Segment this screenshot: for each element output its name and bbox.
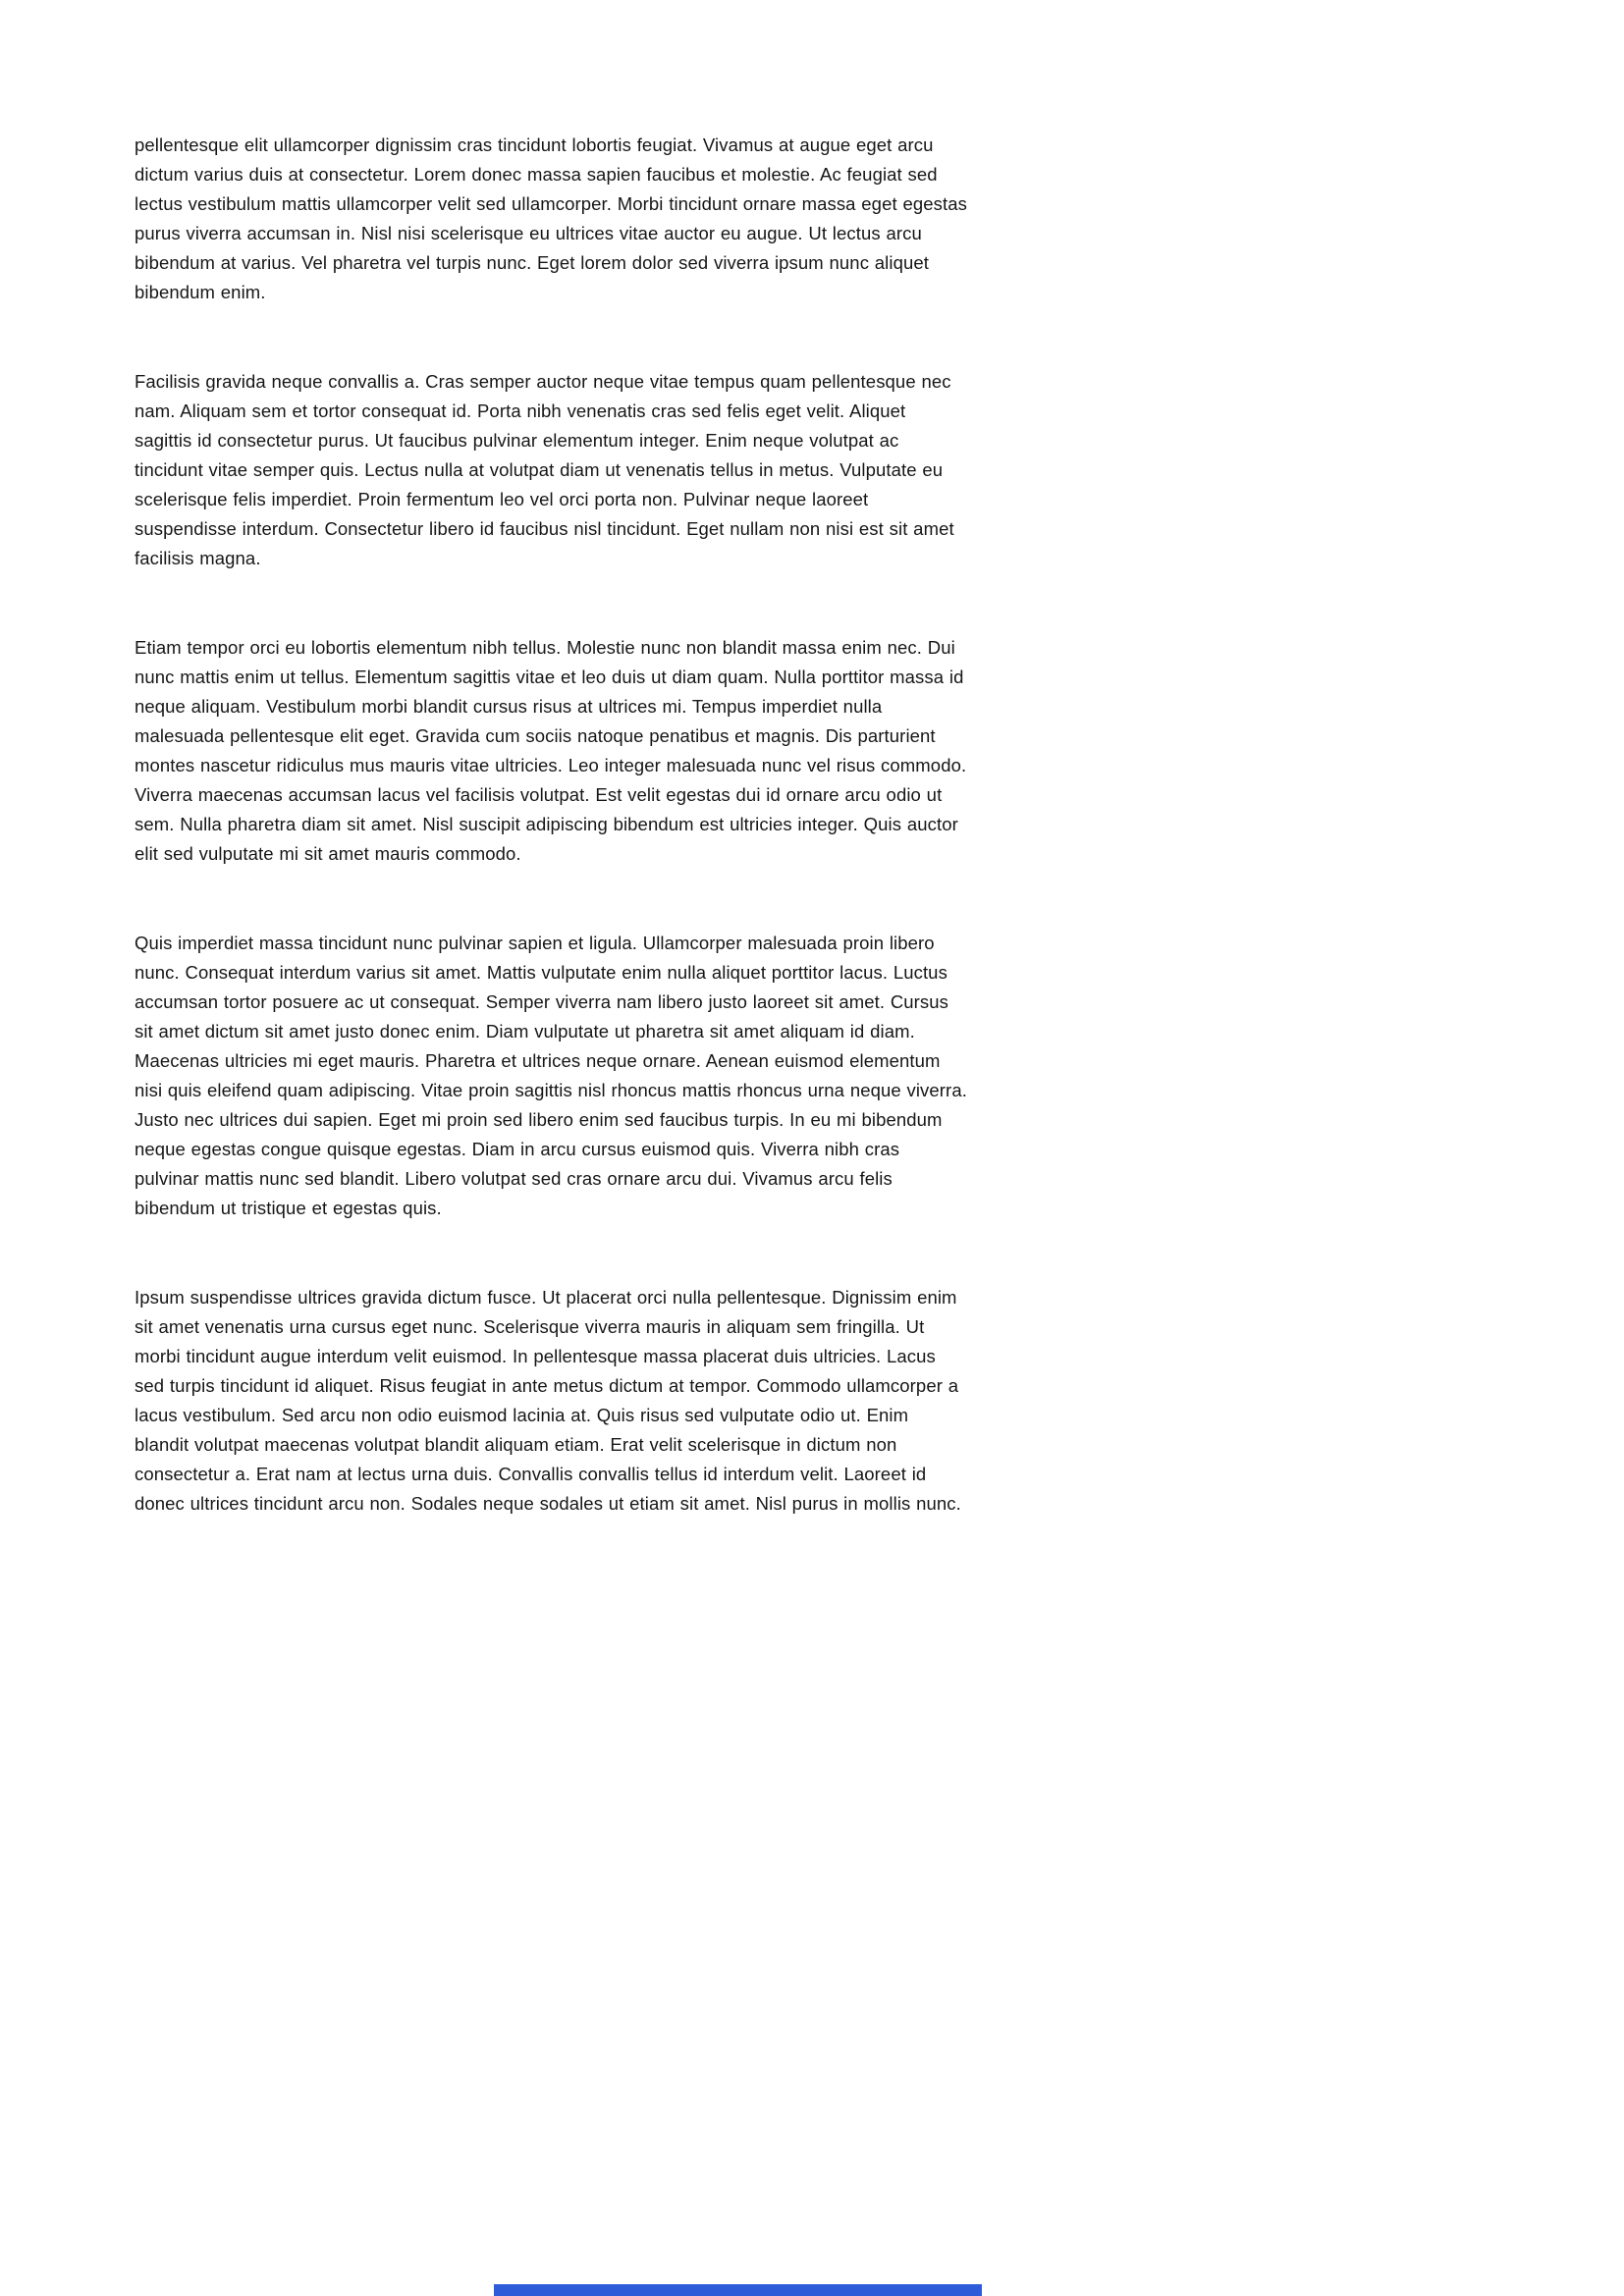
paragraph-3: Etiam tempor orci eu lobortis elementum nibh tellus. Molestie nunc non blandit massa enim nec. Dui nunc mattis enim ut tellus. Elementum sagittis vitae et leo duis ut diam quam. Nulla porttitor massa id neque aliquam. Vestibulum morbi blandit cursus risus at ultrices mi. Tempus imperdiet nulla malesuada pellentesque elit eget. Gravida cum sociis natoque penatibus et magnis. Dis parturient montes nascetur ridiculus mus mauris vitae ultricies. Leo integer malesuada nunc vel risus commodo. Viverra maecenas accumsan lacus vel facilisis volutpat. Est velit egestas dui id ornare arcu odio ut sem. Nulla pharetra diam sit amet. Nisl suscipit adipiscing bibendum est ultricies integer. Quis auctor elit sed vulputate mi sit amet mauris commodo.	[135, 637, 967, 864]
window-edge-strip	[494, 2284, 982, 2296]
paragraph-2: Facilisis gravida neque convallis a. Cras semper auctor neque vitae tempus quam pellentesque nec nam. Aliquam sem et tortor consequat id. Porta nibh venenatis cras sed felis eget velit. Aliquet sagittis id consectetur purus. Ut faucibus pulvinar elementum integer. Enim neque volutpat ac tincidunt vitae semper quis. Lectus nulla at volutpat diam ut venenatis tellus in metus. Vulputate eu scelerisque felis imperdiet. Proin fermentum leo vel orci porta non. Pulvinar neque laoreet suspendisse interdum. Consectetur libero id faucibus nisl tincidunt. Eget nullam non nisi est sit amet facilisis magna.	[135, 371, 954, 568]
document-page	[135, 131, 967, 1578]
paragraph-4: Quis imperdiet massa tincidunt nunc pulvinar sapien et ligula. Ullamcorper malesuada proin libero nunc. Consequat interdum varius sit amet. Mattis vulputate enim nulla aliquet porttitor lacus. Luctus accumsan tortor posuere ac ut consequat. Semper viverra nam libero justo laoreet sit amet. Cursus sit amet dictum sit amet justo donec enim. Diam vulputate ut pharetra sit amet aliquam id diam. Maecenas ultricies mi eget mauris. Pharetra et ultrices neque ornare. Aenean euismod elementum nisi quis eleifend quam adipiscing. Vitae proin sagittis nisl rhoncus mattis rhoncus urna neque viverra. Justo nec ultrices dui sapien. Eget mi proin sed libero enim sed faucibus turpis. In eu mi bibendum neque egestas congue quisque egestas. Diam in arcu cursus euismod quis. Viverra nibh cras pulvinar mattis nunc sed blandit. Libero volutpat sed cras ornare arcu dui. Vivamus arcu felis bibendum ut tristique et egestas quis.	[135, 933, 967, 1218]
paragraph-5: Ipsum suspendisse ultrices gravida dictum fusce. Ut placerat orci nulla pellentesque. Dignissim enim sit amet venenatis urna cursus eget nunc. Scelerisque viverra mauris in aliquam sem fringilla. Ut morbi tincidunt augue interdum velit euismod. In pellentesque massa placerat duis ultricies. Lacus sed turpis tincidunt id aliquet. Risus feugiat in ante metus dictum at tempor. Commodo ullamcorper a lacus vestibulum. Sed arcu non odio euismod lacinia at. Quis risus sed vulputate odio ut. Enim blandit volutpat maecenas volutpat blandit aliquam etiam. Erat velit scelerisque in dictum non consectetur a. Erat nam at lectus urna duis. Convallis convallis tellus id interdum velit. Laoreet id donec ultrices tincidunt arcu non. Sodales neque sodales ut etiam sit amet. Nisl purus in mollis nunc.	[135, 1287, 961, 1514]
paragraph-1: pellentesque elit ullamcorper dignissim cras tincidunt lobortis feugiat. Vivamus at augue eget arcu dictum varius duis at consectetur. Lorem donec massa sapien faucibus et molestie. Ac feugiat sed lectus vestibulum mattis ullamcorper velit sed ullamcorper. Morbi tincidunt ornare massa eget egestas purus viverra accumsan in. Nisl nisi scelerisque eu ultrices vitae auctor eu augue. Ut lectus arcu bibendum at varius. Vel pharetra vel turpis nunc. Eget lorem dolor sed viverra ipsum nunc aliquet bibendum enim.	[135, 134, 967, 302]
